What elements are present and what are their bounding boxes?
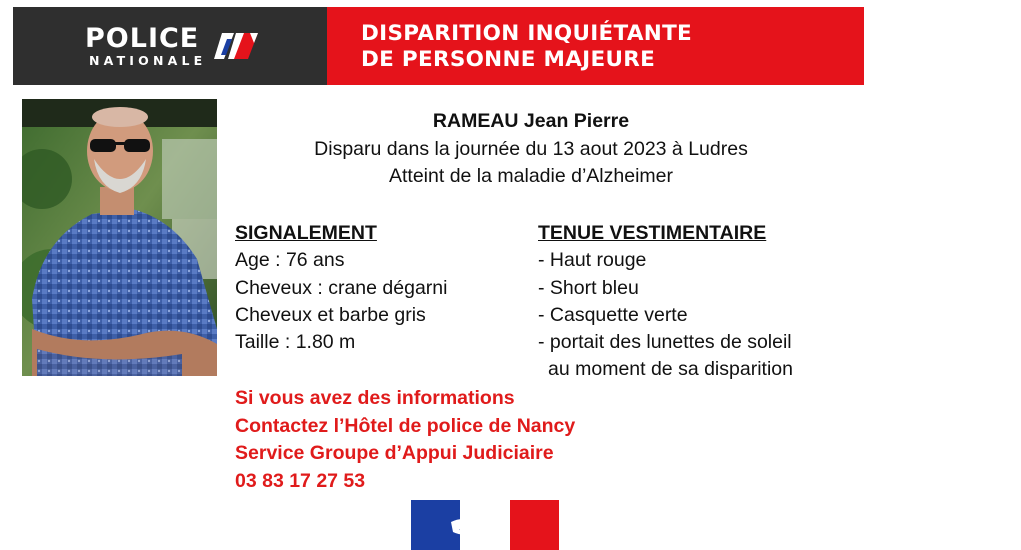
contact-line: Si vous avez des informations [235,387,515,409]
logo-nationale-text: NATIONALE [89,53,207,68]
signalement-age: Age : 76 ans [235,249,345,272]
signalement-hair: Cheveux : crane dégarni [235,276,448,299]
tricolor-flame-icon [214,29,258,63]
alert-title-line1: DISPARITION INQUIÉTANTE [361,21,693,46]
alert-title-line2: DE PERSONNE MAJEURE [361,47,656,72]
marianne-logo-icon [411,500,559,550]
alert-title [361,21,692,73]
tenue-heading: TENUE VESTIMENTAIRE [538,222,767,244]
tenue-item: - Casquette verte [538,303,688,326]
contact-block [235,385,575,496]
person-name: RAMEAU Jean Pierre [432,110,630,132]
signalement-hair-beard: Cheveux et barbe gris [235,303,426,326]
tenue-item: - Short bleu [538,276,639,299]
logo-police-text: POLICE [85,23,200,54]
signalement-section [235,220,447,356]
contact-line: Contactez l’Hôtel de police de Nancy [235,414,576,437]
tenue-item-continuation: au moment de sa disparition [548,358,793,381]
signalement-height: Taille : 1.80 m [235,331,356,354]
medical-condition: Atteint de la maladie d’Alzheimer [389,165,673,187]
contact-line: Service Groupe d’Appui Judiciaire [235,442,554,465]
tenue-item: - Haut rouge [538,249,647,272]
tenue-section [538,220,793,384]
header-banner [13,7,864,85]
alert-title-panel [327,7,864,85]
signalement-heading: SIGNALEMENT [235,222,377,244]
police-nationale-logo [13,7,327,85]
disappearance-details: Disparu dans la journée du 13 aout 2023 à Ludres [314,138,748,160]
contact-phone: 03 83 17 27 53 [235,470,366,493]
tenue-item: - portait des lunettes de soleil [538,331,792,354]
missing-person-photo [22,99,217,376]
